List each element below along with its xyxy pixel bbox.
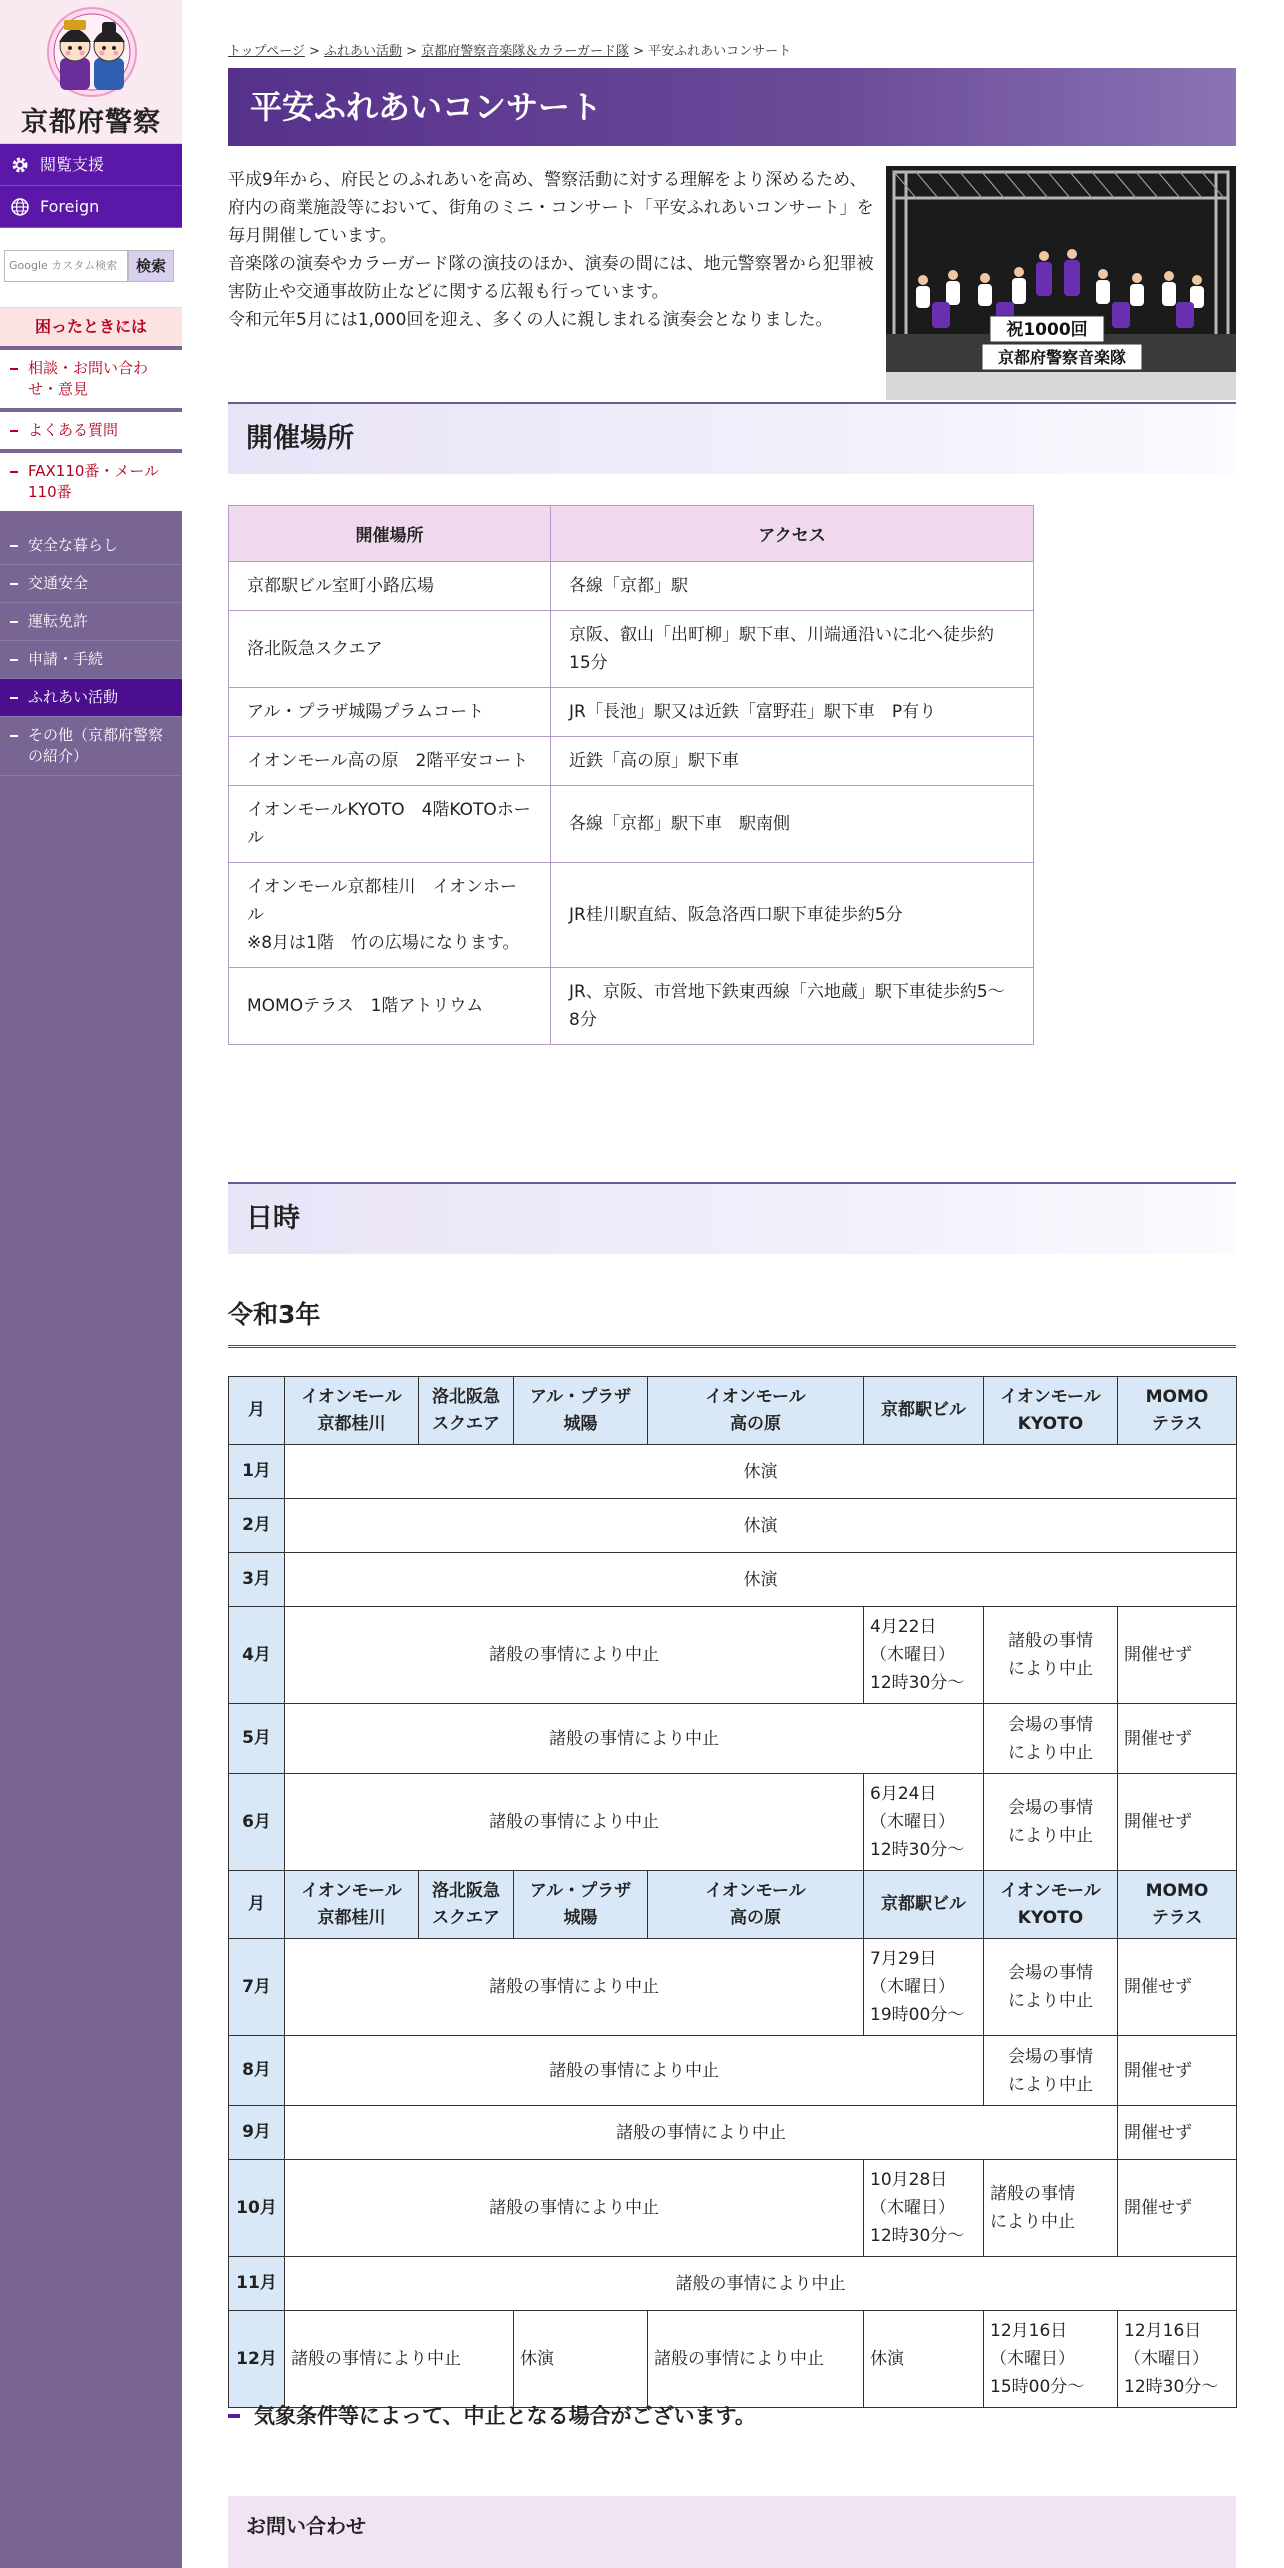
gear-icon: [10, 155, 30, 175]
schedule-cell: 10月28日 （木曜日） 12時30分～: [864, 2160, 984, 2257]
schedule-cell: 諸般の事情により中止: [285, 2311, 514, 2408]
schedule-header-row: [229, 1871, 1237, 1939]
breadcrumb-current: 平安ふれあいコンサート: [648, 44, 792, 59]
site-title: 京都府警察: [21, 107, 161, 138]
contact-heading-text: お問い合わせ: [246, 2514, 366, 2538]
breadcrumb-community[interactable]: ふれあい活動: [324, 44, 403, 59]
schedule-cell: 会場の事情 により中止: [984, 1774, 1118, 1871]
schedule-cell: 開催せず: [1118, 1939, 1237, 2036]
schedule-col-header: 京都駅ビル: [864, 1377, 984, 1445]
schedule-row: [229, 1445, 1237, 1499]
contact-heading: [228, 2496, 1236, 2568]
schedule-cell: 会場の事情 により中止: [984, 1939, 1118, 2036]
schedule-month-cell: 2月: [229, 1499, 285, 1553]
schedule-col-header: イオンモール KYOTO: [984, 1871, 1118, 1939]
venue-table: [228, 505, 1034, 1045]
schedule-col-header: イオンモール 京都桂川: [285, 1377, 419, 1445]
schedule-col-header: イオンモール 高の原: [648, 1377, 864, 1445]
search-area: [0, 228, 182, 308]
nav-item-traffic-safety[interactable]: 交通安全: [0, 565, 182, 603]
accessibility-label: 閲覧支援: [40, 155, 105, 174]
schedule-row: [229, 1774, 1237, 1871]
schedule-row: [229, 2160, 1237, 2257]
schedule-month-cell: 11月: [229, 2257, 285, 2311]
venue-access-cell: JR、京阪、市営地下鉄東西線「六地蔵」駅下車徒歩約5～8分: [551, 968, 1034, 1045]
trouble-item-fax-mail[interactable]: FAX110番・メール110番: [0, 453, 182, 511]
schedule-cell: 開催せず: [1118, 2036, 1237, 2106]
venue-name-cell: アル・プラザ城陽プラムコート: [229, 688, 551, 737]
search-input[interactable]: Google カスタム検索: [4, 250, 128, 282]
nav-item-other[interactable]: その他（京都府警察の紹介）: [0, 717, 182, 776]
venue-access-cell: JR「長池」駅又は近鉄「富野荘」駅下車 P有り: [551, 688, 1034, 737]
schedule-month-cell: 6月: [229, 1774, 285, 1871]
venue-section-heading: [228, 402, 1236, 474]
schedule-cell: 諸般の事情 により中止: [984, 1607, 1118, 1704]
venue-name-cell: MOMOテラス 1階アトリウム: [229, 968, 551, 1045]
breadcrumb: トップページ > ふれあい活動 > 京都府警察音楽隊＆カラーガード隊 > 平安ふれあいコンサート: [228, 44, 792, 59]
schedule-month-cell: 1月: [229, 1445, 285, 1499]
schedule-cell: 開催せず: [1118, 1607, 1237, 1704]
intro-paragraph: 音楽隊の演奏やカラーガード隊の演技のほか、演奏の間には、地元警察署から犯罪被害防止や交通事故防止などに関する広報も行っています。: [228, 254, 874, 302]
venue-access-cell: 各線「京都」駅: [551, 562, 1034, 611]
schedule-month-cell: 5月: [229, 1704, 285, 1774]
schedule-table: [228, 1376, 1237, 2408]
page-title: 平安ふれあいコンサート: [250, 88, 603, 126]
schedule-month-cell: 8月: [229, 2036, 285, 2106]
schedule-cell: 会場の事情 により中止: [984, 1704, 1118, 1774]
schedule-cell: 休演: [864, 2311, 984, 2408]
sidebar: [0, 0, 182, 2568]
schedule-month-cell: 12月: [229, 2311, 285, 2408]
schedule-section-heading: [228, 1182, 1236, 1254]
schedule-cell: 12月16日 （木曜日） 12時30分～: [1118, 2311, 1237, 2408]
intro-paragraph: 令和元年5月には1,000回を迎え、多くの人に親しまれる演奏会となりました。: [228, 310, 833, 330]
schedule-col-header: MOMO テラス: [1118, 1871, 1237, 1939]
venue-name-cell: イオンモール京都桂川 イオンホール ※8月は1階 竹の広場になります。: [229, 863, 551, 968]
nav-item-drivers-license[interactable]: 運転免許: [0, 603, 182, 641]
venue-name-cell: 京都駅ビル室町小路広場: [229, 562, 551, 611]
schedule-cell: 7月29日 （木曜日） 19時00分～: [864, 1939, 984, 2036]
page-title-bar: [228, 68, 1236, 146]
schedule-month-cell: 4月: [229, 1607, 285, 1704]
schedule-month-cell: 7月: [229, 1939, 285, 2036]
trouble-item-consult[interactable]: 相談・お問い合わせ・意見: [0, 350, 182, 408]
schedule-cell: 諸般の事情 により中止: [984, 2160, 1118, 2257]
schedule-col-header: アル・プラザ 城陽: [514, 1871, 648, 1939]
schedule-cell: 諸般の事情により中止: [648, 2311, 864, 2408]
schedule-cell: 休演: [285, 1553, 1237, 1607]
schedule-col-header: 洛北阪急 スクエア: [419, 1377, 514, 1445]
breadcrumb-band[interactable]: 京都府警察音楽隊＆カラーガード隊: [421, 44, 629, 59]
schedule-cell: 諸般の事情により中止: [285, 2106, 1118, 2160]
schedule-cell: 6月24日 （木曜日） 12時30分～: [864, 1774, 984, 1871]
schedule-row: [229, 2257, 1237, 2311]
schedule-cell: 休演: [285, 1445, 1237, 1499]
venue-name-cell: イオンモール高の原 2階平安コート: [229, 737, 551, 786]
intro-paragraph: 平成9年から、府民とのふれあいを高め、警察活動に対する理解をより深めるため、府内の商業施設等において、街角のミニ・コンサート「平安ふれあいコンサート」を毎月開催しています。: [228, 170, 874, 246]
schedule-cell: 開催せず: [1118, 1704, 1237, 1774]
venue-access-cell: JR桂川駅直結、阪急洛西口駅下車徒歩約5分: [551, 863, 1034, 968]
nav-item-applications[interactable]: 申請・手続: [0, 641, 182, 679]
intro-text: [228, 166, 880, 334]
schedule-row: [229, 1939, 1237, 2036]
schedule-cell: 開催せず: [1118, 1774, 1237, 1871]
schedule-cell: 休演: [285, 1499, 1237, 1553]
schedule-col-header: 月: [229, 1377, 285, 1445]
schedule-cell: 開催せず: [1118, 2160, 1237, 2257]
venue-access-cell: 近鉄「高の原」駅下車: [551, 737, 1034, 786]
year-heading-text: 令和3年: [228, 1300, 321, 1329]
schedule-cell: 12月16日 （木曜日） 15時00分～: [984, 2311, 1118, 2408]
venue-row: [229, 562, 1034, 611]
schedule-row: [229, 1704, 1237, 1774]
schedule-cell: 諸般の事情により中止: [285, 1774, 864, 1871]
schedule-col-header: イオンモール KYOTO: [984, 1377, 1118, 1445]
schedule-col-header: アル・プラザ 城陽: [514, 1377, 648, 1445]
schedule-cell: 諸般の事情により中止: [285, 1939, 864, 2036]
globe-icon: [10, 197, 30, 217]
schedule-row: [229, 2311, 1237, 2408]
schedule-col-header: 洛北阪急 スクエア: [419, 1871, 514, 1939]
venue-name-cell: イオンモールKYOTO 4階KOTOホール: [229, 786, 551, 863]
schedule-row: [229, 1607, 1237, 1704]
schedule-header-row: [229, 1377, 1237, 1445]
schedule-cell: 諸般の事情により中止: [285, 1607, 864, 1704]
venue-row: [229, 786, 1034, 863]
schedule-cell: 諸般の事情により中止: [285, 2160, 864, 2257]
venue-heading-text: 開催場所: [246, 423, 354, 454]
photo-sign-text: 京都府警察音楽隊: [997, 348, 1127, 367]
schedule-heading-text: 日時: [246, 1203, 300, 1234]
venue-row: [229, 611, 1034, 688]
schedule-col-header: 月: [229, 1871, 285, 1939]
nav-item-community[interactable]: ふれあい活動: [0, 679, 182, 717]
schedule-cell: 4月22日 （木曜日） 12時30分～: [864, 1607, 984, 1704]
schedule-cell: 諸般の事情により中止: [285, 1704, 984, 1774]
schedule-month-cell: 9月: [229, 2106, 285, 2160]
schedule-month-cell: 3月: [229, 1553, 285, 1607]
venue-row: [229, 688, 1034, 737]
schedule-month-cell: 10月: [229, 2160, 285, 2257]
foreign-language-label: Foreign: [40, 197, 100, 216]
access-col-header: アクセス: [551, 506, 1034, 562]
venue-col-header: 開催場所: [229, 506, 551, 562]
schedule-row: [229, 1553, 1237, 1607]
schedule-col-header: MOMO テラス: [1118, 1377, 1237, 1445]
search-button[interactable]: 検索: [128, 250, 174, 282]
venue-row: [229, 737, 1034, 786]
site-logo[interactable]: [0, 0, 182, 144]
nav-item-safe-living[interactable]: 安全な暮らし: [0, 527, 182, 565]
venue-row: [229, 968, 1034, 1045]
schedule-cell: 開催せず: [1118, 2106, 1237, 2160]
venue-access-cell: 各線「京都」駅下車 駅南側: [551, 786, 1034, 863]
year-heading: [228, 1290, 1236, 1348]
schedule-cell: 会場の事情 により中止: [984, 2036, 1118, 2106]
mascot-icon: [46, 6, 138, 98]
venue-access-cell: 京阪、叡山「出町柳」駅下車、川端通沿いに北へ徒歩約15分: [551, 611, 1034, 688]
schedule-row: [229, 2036, 1237, 2106]
schedule-col-header: イオンモール 高の原: [648, 1871, 864, 1939]
trouble-heading: 困ったときには: [0, 308, 182, 346]
venue-name-cell: 洛北阪急スクエア: [229, 611, 551, 688]
schedule-row: [229, 2106, 1237, 2160]
schedule-col-header: イオンモール 京都桂川: [285, 1871, 419, 1939]
main-nav: [0, 527, 182, 776]
breadcrumb-top[interactable]: トップページ: [228, 44, 305, 59]
schedule-row: [229, 1499, 1237, 1553]
venue-row: [229, 863, 1034, 968]
schedule-col-header: 京都駅ビル: [864, 1871, 984, 1939]
accessibility-button[interactable]: [0, 144, 182, 186]
schedule-cell: 諸般の事情により中止: [285, 2257, 1237, 2311]
trouble-item-faq[interactable]: よくある質問: [0, 412, 182, 449]
photo-banner-text: 祝1000回: [1006, 320, 1088, 340]
schedule-cell: 諸般の事情により中止: [285, 2036, 984, 2106]
weather-note: 気象条件等によって、中止となる場合がございます。: [228, 2400, 756, 2430]
schedule-cell: 休演: [514, 2311, 648, 2408]
foreign-language-button[interactable]: [0, 186, 182, 228]
concert-photo: [886, 166, 1236, 400]
